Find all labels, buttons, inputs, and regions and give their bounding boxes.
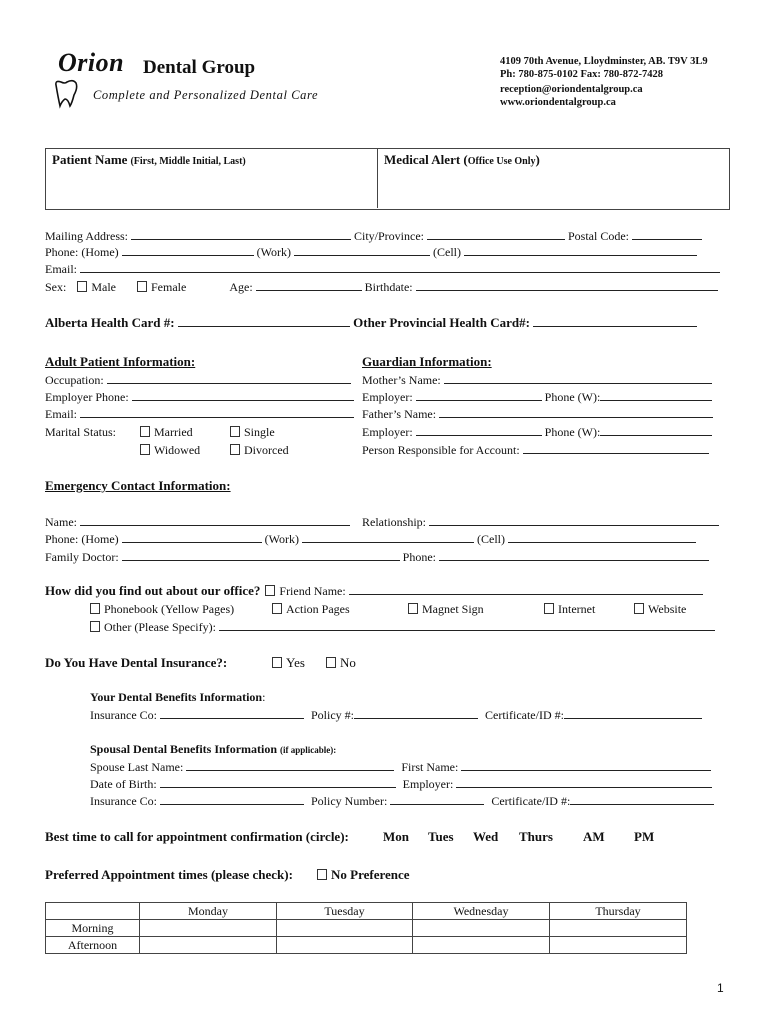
mother-employer-row [362, 390, 712, 405]
single-checkbox[interactable] [230, 426, 240, 437]
certificate-input[interactable] [564, 708, 702, 719]
medical-alert-field [384, 152, 540, 168]
table-row [46, 937, 687, 954]
father-employer-input[interactable] [416, 425, 542, 436]
website-option[interactable] [634, 602, 686, 617]
insurance-yes-label: Yes [286, 655, 305, 670]
row-label-afternoon: Afternoon [46, 937, 140, 954]
medical-alert-hint: Office Use Only [467, 156, 536, 167]
your-benefits-heading [90, 690, 265, 705]
no-preference-label: No Preference [331, 867, 410, 882]
logo-dental-group: Dental Group [143, 57, 256, 78]
emergency-cell-input[interactable] [508, 532, 696, 543]
patient-name-hint: (First, Middle Initial, Last) [130, 156, 246, 167]
insurance-yes-checkbox[interactable] [272, 657, 282, 668]
office-website: www.oriondentalgroup.ca [500, 97, 616, 108]
phone-cell-input[interactable] [464, 245, 697, 256]
responsible-input[interactable] [523, 443, 709, 454]
phone-home-label: Phone: (Home) [45, 245, 119, 259]
other-health-card-input[interactable] [533, 316, 697, 327]
mailing-address-label: Mailing Address: [45, 229, 128, 243]
married-option[interactable] [140, 425, 193, 440]
spouse-name-row [90, 760, 711, 775]
medical-alert-close: ) [535, 152, 540, 167]
tagline: Complete and Personalized Dental Care [93, 88, 319, 102]
mother-employer-input[interactable] [416, 390, 542, 401]
internet-option[interactable] [544, 602, 595, 617]
office-email: reception@oriondentalgroup.ca [500, 84, 643, 95]
spouse-insurance-row [90, 794, 714, 809]
magnet-sign-label: Magnet Sign [422, 602, 484, 616]
married-checkbox[interactable] [140, 426, 150, 437]
referral-question: How did you find out about our office? [45, 583, 261, 598]
friend-name-label: Friend Name: [279, 584, 346, 598]
spouse-first-name-label: First Name: [401, 760, 459, 774]
family-doctor-row [45, 550, 709, 565]
other-input[interactable] [219, 620, 715, 631]
divorced-label: Divorced [244, 443, 289, 457]
policy-number-label: Policy Number: [310, 794, 388, 808]
other-row [90, 620, 715, 635]
friend-name-input[interactable] [349, 584, 703, 595]
married-label: Married [154, 425, 193, 439]
policy-input[interactable] [354, 708, 478, 719]
appointment-schedule-table [45, 902, 687, 954]
occupation-input[interactable] [107, 373, 351, 384]
patient-name-label: Patient Name [52, 152, 128, 167]
emergency-work-label: (Work) [264, 532, 300, 546]
no-preference-option[interactable] [317, 867, 410, 883]
postal-code-label: Postal Code: [568, 229, 630, 243]
contact-row-3 [45, 262, 720, 277]
table-cell[interactable] [140, 937, 277, 954]
widowed-label: Widowed [154, 443, 201, 457]
occupation-label: Occupation: [45, 373, 104, 387]
mother-employer-label: Employer: [362, 390, 413, 404]
city-province-input[interactable] [427, 229, 565, 240]
male-label: Male [91, 280, 116, 294]
website-label: Website [648, 602, 687, 616]
emergency-work-input[interactable] [302, 532, 474, 543]
fathers-name-input[interactable] [439, 407, 713, 418]
mothers-name-label: Mother’s Name: [362, 373, 441, 387]
email-label: Email: [45, 262, 77, 276]
action-pages-label: Action Pages [286, 602, 350, 616]
patient-name-field[interactable] [52, 152, 246, 168]
other-label: Other (Please Specify): [104, 620, 216, 634]
spousal-benefits-heading [90, 742, 336, 757]
best-time-option-am[interactable]: AM [583, 829, 605, 844]
best-time-option-thurs[interactable]: Thurs [519, 829, 553, 844]
table-cell[interactable] [550, 920, 687, 937]
mother-phone-w-label: Phone (W): [544, 390, 601, 404]
marital-status-label: Marital Status: [45, 425, 116, 439]
father-phone-w-label: Phone (W): [544, 425, 601, 439]
phone-cell-label: (Cell) [433, 245, 462, 259]
mothers-name-input[interactable] [444, 373, 712, 384]
widowed-checkbox[interactable] [140, 444, 150, 455]
alberta-health-card-label: Alberta Health Card #: [45, 315, 175, 330]
internet-label: Internet [558, 602, 596, 616]
doctor-phone-label: Phone: [402, 550, 437, 564]
table-cell[interactable] [277, 920, 413, 937]
your-benefits-label: Your Dental Benefits Information [90, 690, 263, 704]
mothers-name-row [362, 373, 712, 388]
spouse-employer-input[interactable] [456, 777, 712, 788]
family-doctor-label: Family Doctor: [45, 550, 119, 564]
spouse-last-name-input[interactable] [186, 760, 394, 771]
table-header-cell: Thursday [550, 903, 687, 920]
fathers-name-row [362, 407, 713, 422]
table-header-cell: Monday [140, 903, 277, 920]
female-label: Female [151, 280, 187, 294]
mother-phone-w-input[interactable] [600, 390, 712, 401]
spouse-last-name-label: Spouse Last Name: [90, 760, 184, 774]
emergency-phone-home-input[interactable] [122, 532, 262, 543]
female-checkbox[interactable] [137, 281, 147, 292]
spouse-dob-input[interactable] [160, 777, 396, 788]
phone-work-input[interactable] [294, 245, 430, 256]
internet-checkbox[interactable] [544, 603, 554, 614]
emergency-cell-label: (Cell) [477, 532, 506, 546]
insurance-no-checkbox[interactable] [326, 657, 336, 668]
father-employer-row [362, 425, 712, 440]
other-health-card-label: Other Provincial Health Card#: [353, 315, 530, 330]
box-divider [377, 148, 378, 208]
contact-row-4 [45, 280, 718, 295]
your-insurance-row [90, 708, 702, 723]
mailing-address-input[interactable] [131, 229, 351, 240]
spousal-benefits-label: Spousal Dental Benefits Information [90, 742, 278, 756]
age-input[interactable] [256, 280, 362, 291]
family-doctor-input[interactable] [122, 550, 400, 561]
table-cell[interactable] [413, 920, 550, 937]
insurance-no-label: No [340, 655, 356, 670]
friend-checkbox[interactable] [265, 585, 275, 596]
fathers-name-label: Father’s Name: [362, 407, 437, 421]
phonebook-checkbox[interactable] [90, 603, 100, 614]
contact-row-1 [45, 229, 702, 244]
relationship-input[interactable] [429, 515, 719, 526]
relationship-label: Relationship: [362, 515, 426, 529]
emergency-name-label: Name: [45, 515, 77, 529]
emergency-phone-home-label: Phone: (Home) [45, 532, 119, 546]
birthdate-input[interactable] [416, 280, 718, 291]
emergency-name-row [45, 515, 350, 530]
table-cell[interactable] [277, 937, 413, 954]
city-province-label: City/Province: [354, 229, 424, 243]
table-header-cell [46, 903, 140, 920]
spouse-dob-row [90, 777, 712, 792]
relationship-row [362, 515, 719, 530]
magnet-sign-option[interactable] [408, 602, 484, 617]
father-employer-label: Employer: [362, 425, 413, 439]
phonebook-label: Phonebook (Yellow Pages) [104, 602, 235, 616]
single-option[interactable] [230, 425, 275, 440]
age-label: Age: [229, 280, 253, 294]
table-cell[interactable] [550, 937, 687, 954]
occupation-row [45, 373, 351, 388]
emergency-name-input[interactable] [80, 515, 350, 526]
insurance-no-option[interactable] [326, 655, 356, 671]
office-address: 4109 70th Avenue, Lloydminster, AB. T9V 3L9 [500, 56, 708, 67]
spouse-insurance-co-label: Insurance Co: [90, 794, 157, 808]
single-label: Single [244, 425, 275, 439]
best-time-option-tues[interactable]: Tues [428, 829, 454, 844]
action-pages-checkbox[interactable] [272, 603, 282, 614]
employer-phone-label: Employer Phone: [45, 390, 129, 404]
guardian-info-heading: Guardian Information: [362, 354, 492, 369]
responsible-label: Person Responsible for Account: [362, 443, 520, 457]
adult-email-row [45, 407, 354, 422]
phone-work-label: (Work) [256, 245, 292, 259]
best-time-option-mon[interactable]: Mon [383, 829, 409, 844]
doctor-phone-input[interactable] [439, 550, 709, 561]
divorced-checkbox[interactable] [230, 444, 240, 455]
phone-home-input[interactable] [122, 245, 254, 256]
email-input[interactable] [80, 262, 720, 273]
website-checkbox[interactable] [634, 603, 644, 614]
adult-email-label: Email: [45, 407, 77, 421]
insurance-question: Do You Have Dental Insurance?: [45, 655, 228, 670]
postal-code-input[interactable] [632, 229, 702, 240]
spouse-dob-label: Date of Birth: [90, 777, 157, 791]
table-header-cell: Wednesday [413, 903, 550, 920]
insurance-yes-option[interactable] [272, 655, 305, 671]
best-time-option-pm[interactable]: PM [634, 829, 655, 844]
table-cell[interactable] [140, 920, 277, 937]
medical-alert-label: Medical Alert ( [384, 152, 468, 167]
spouse-certificate-label: Certificate/ID #: [491, 794, 571, 808]
page-number: 1 [717, 981, 724, 995]
policy-number-input[interactable] [390, 794, 484, 805]
spouse-certificate-input[interactable] [570, 794, 714, 805]
certificate-label: Certificate/ID #: [485, 708, 564, 722]
row-label-morning: Morning [46, 920, 140, 937]
logo-orion: Orion [58, 48, 125, 77]
father-phone-w-input[interactable] [600, 425, 712, 436]
referral-row [45, 583, 703, 599]
divorced-option[interactable] [230, 443, 289, 458]
male-checkbox[interactable] [77, 281, 87, 292]
spouse-insurance-co-input[interactable] [160, 794, 304, 805]
emergency-phone-row [45, 532, 696, 547]
action-pages-option[interactable] [272, 602, 350, 617]
spouse-first-name-input[interactable] [461, 760, 711, 771]
magnet-sign-checkbox[interactable] [408, 603, 418, 614]
spouse-employer-label: Employer: [402, 777, 454, 791]
responsible-row [362, 443, 709, 458]
insurance-co-label: Insurance Co: [90, 708, 157, 722]
if-applicable-label: (if applicable): [280, 745, 337, 755]
office-phone-fax: Ph: 780-875-0102 Fax: 780-872-7428 [500, 69, 664, 80]
emergency-heading: Emergency Contact Information: [45, 478, 231, 493]
phonebook-option[interactable] [90, 602, 234, 617]
table-cell[interactable] [413, 937, 550, 954]
preferred-label: Preferred Appointment times (please check): [45, 867, 293, 882]
table-row [46, 920, 687, 937]
employer-phone-input[interactable] [132, 390, 354, 401]
adult-email-input[interactable] [80, 407, 354, 418]
widowed-option[interactable] [140, 443, 200, 458]
best-time-option-wed[interactable]: Wed [473, 829, 499, 844]
alberta-health-card-input[interactable] [178, 316, 350, 327]
policy-label: Policy #: [310, 708, 354, 722]
sex-label: Sex: [45, 280, 67, 294]
birthdate-label: Birthdate: [364, 280, 413, 294]
contact-row-2 [45, 245, 697, 260]
best-time-label: Best time to call for appointment confirmation (circle): [45, 829, 349, 844]
adult-info-heading: Adult Patient Information: [45, 354, 196, 369]
no-preference-checkbox[interactable] [317, 869, 327, 880]
insurance-co-input[interactable] [160, 708, 304, 719]
employer-phone-row [45, 390, 354, 405]
health-cards-row [45, 315, 697, 331]
table-header-row [46, 903, 687, 920]
your-benefits-colon: : [262, 690, 266, 704]
other-checkbox[interactable] [90, 621, 100, 632]
tooth-logo-icon [52, 79, 82, 109]
table-header-cell: Tuesday [277, 903, 413, 920]
